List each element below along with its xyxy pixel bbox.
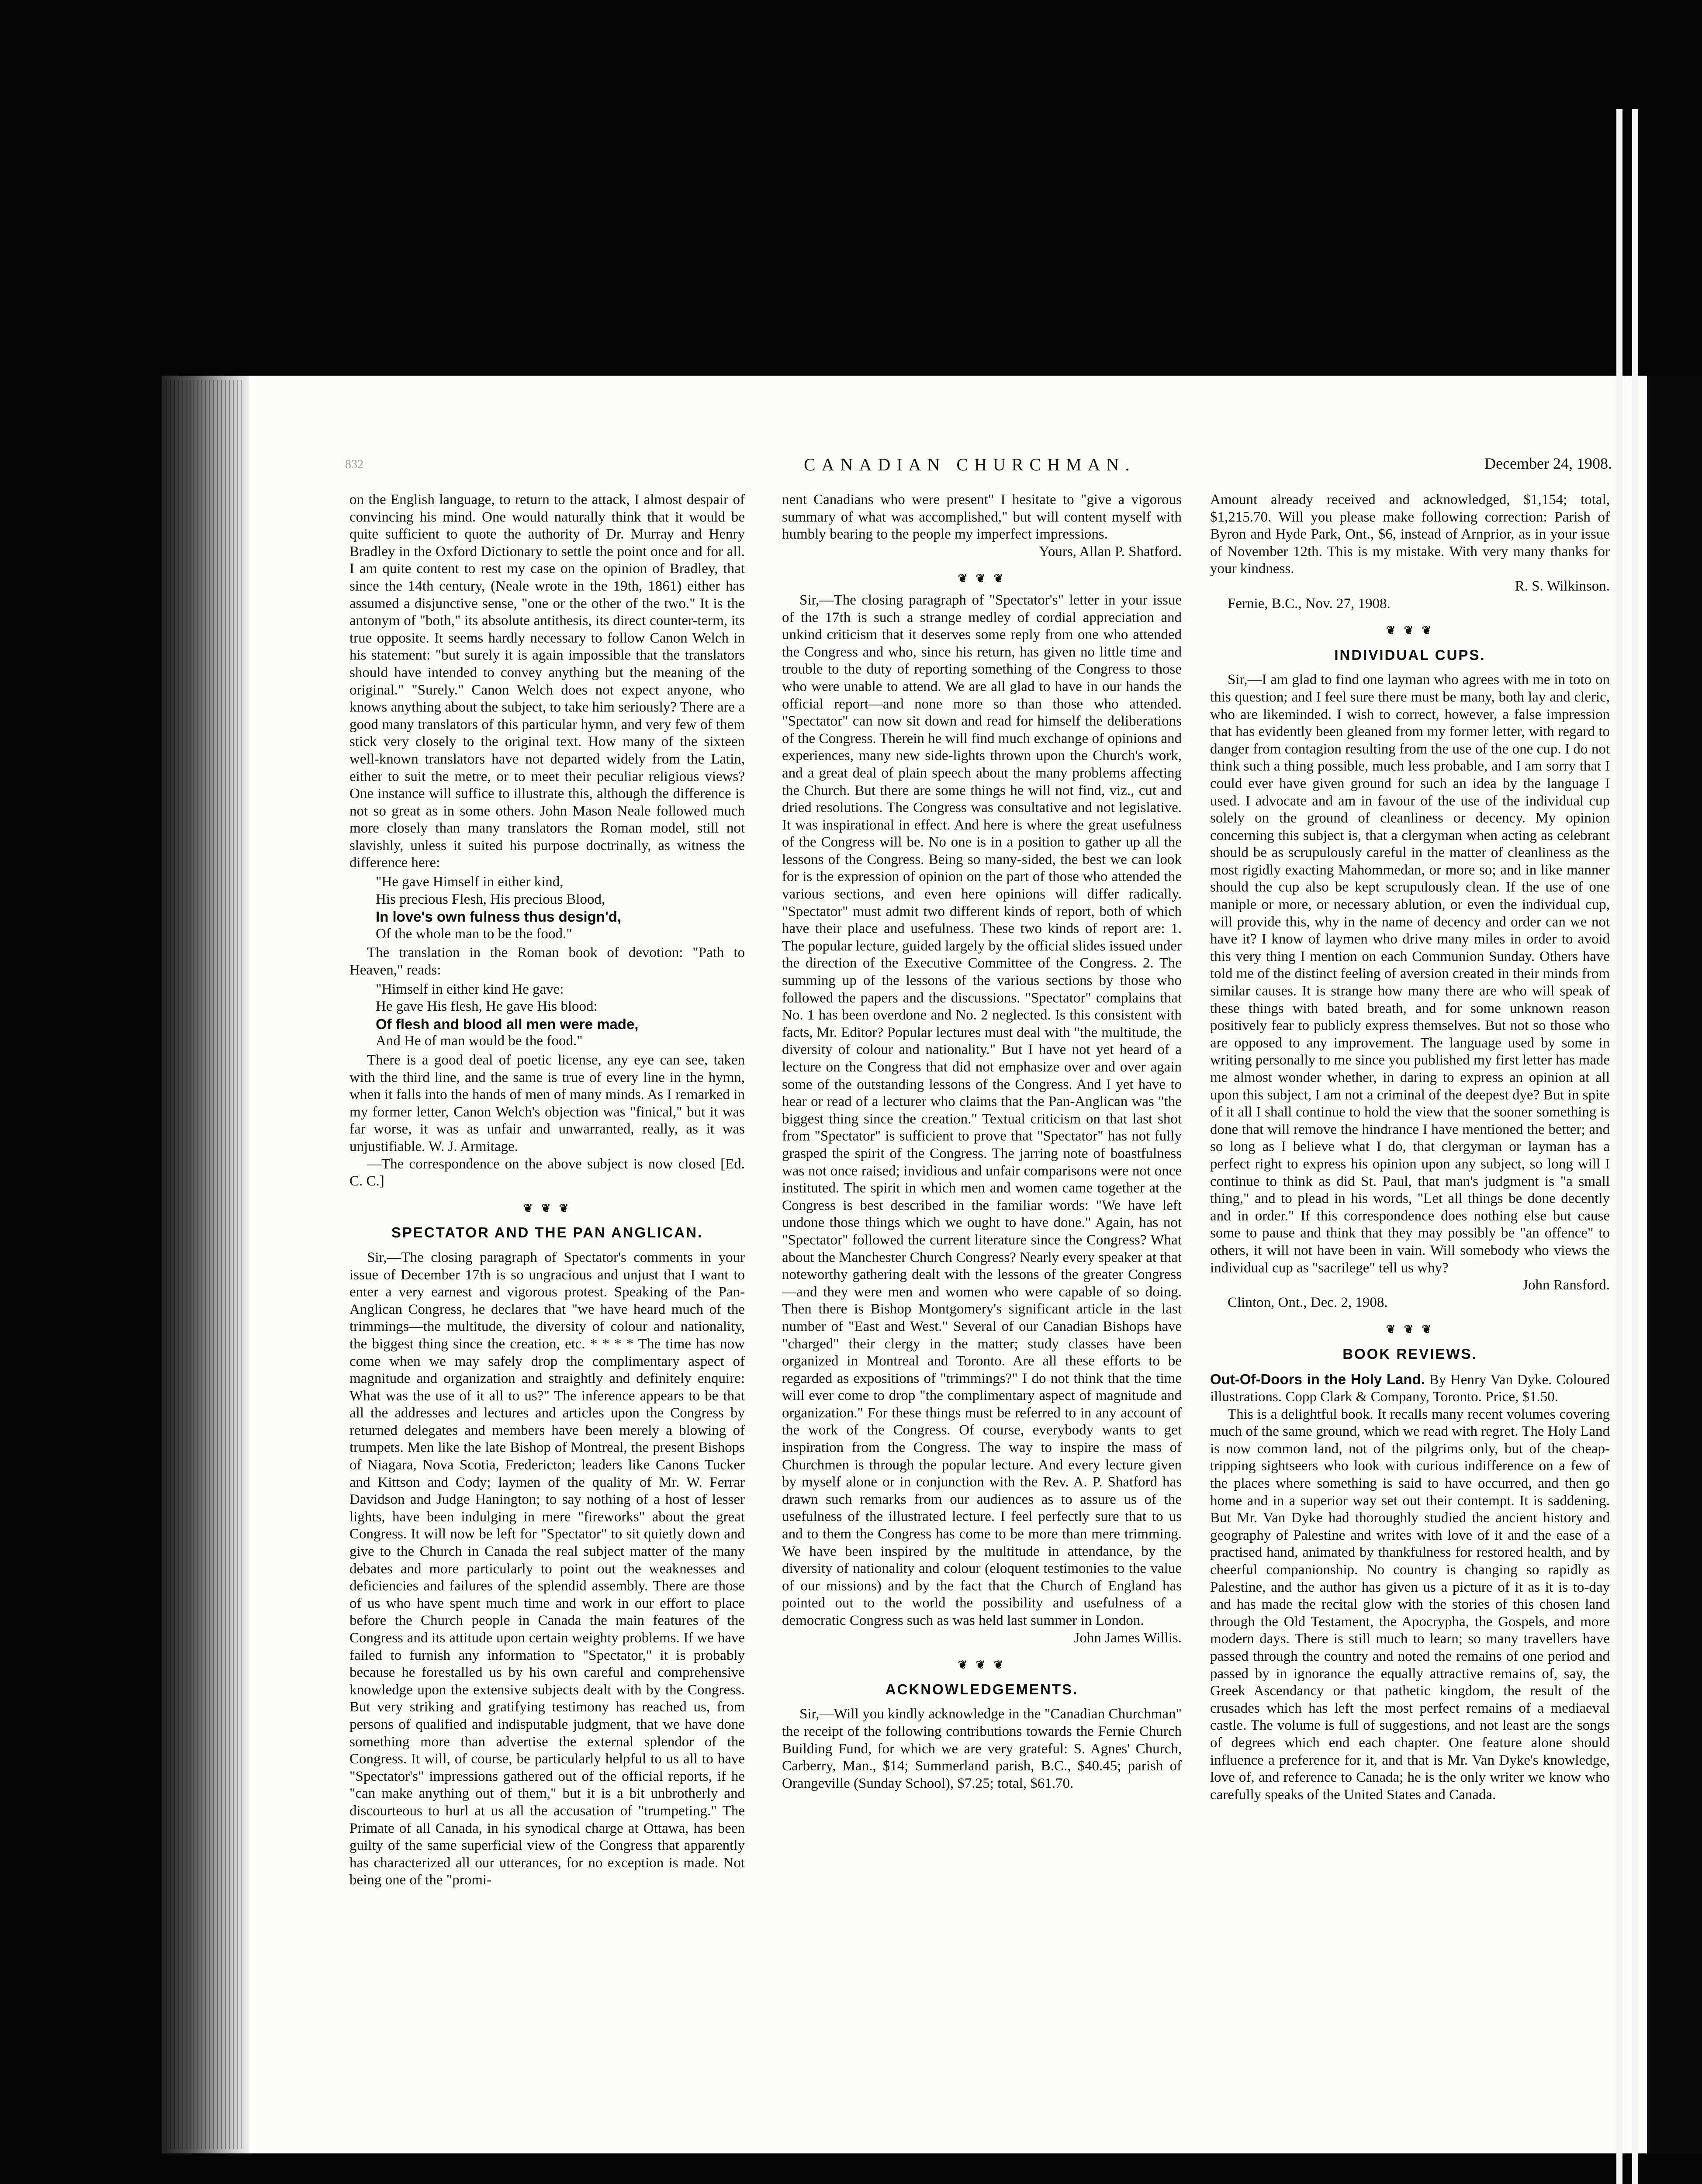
section-ornament: ❦ ❦ ❦ <box>1386 1323 1434 1336</box>
signature: Yours, Allan P. Shatford. <box>1039 543 1182 560</box>
verse-line: Of the whole man to be the food." <box>376 926 572 942</box>
book-entry <box>1210 1371 1610 1406</box>
letter-willis-body: Sir,—The closing paragraph of "Spectator's" letter in your issue of the 17th is such a strange medley of cordial appreciation and unkind criticism that it deserves some reply from one who attended the Congress and who, since his return, has given no little time and trouble to the duty of reporting something of the Congress to those who were unable to attend. We are all glad to have in our hands the official report—and none more so than those who attended. "Spectator" can now sit down and read for himself the deliberations of the Congress. Therein he will find much exchange of opinions and experiences, many new side-lights thrown upon the Church's work, and a great deal of plain speech about the many problems affecting the Church. But there are some things he will not find, viz., cut and dried resolutions. The Congress was consultative and not legislative. It was inspirational in effect. And here is where the great usefulness of the Congress will be. No one is in a position to gather up all the lessons of the Congress. Being so many-sided, the best we can look for is the expression of opinion on the part of those who attended the various sections, and even here opinions will differ radically. "Spectator" must admit two different kinds of report, both of which have their place and usefulness. These two kinds of report are: 1. The popular lecture, guided largely by the official slides issued under the direction of the Executive Committee of the Congress. 2. The summing up of the lessons of the various sections by those who followed the papers and the discussions. "Spectator" complains that No. 1 has been overdone and No. 2 neglected. Is this consistent with facts, Mr. Editor? Popular lectures must deal with "the multitude, the diversity of colour and nationality." But I have not yet heard of a lecture on the Congress that did not emphasize over and over again some of the outstanding lessons of the Congress. And I yet have to hear or read of a lecturer who claims that the Pan-Anglican was "the biggest thing since the creation." Textual criticism on that last shot from "Spectator" is sufficient to prove that "Spectator" has not fully grasped the spirit of the Congress. The jarring note of boastfulness was not once raised; invidious and unfair comparisons were not once instituted. The spirit in which men and women came together at the Congress is best described in the familiar words: "We have left undone those things which we ought to have done." Again, has not "Spectator" followed the current literature since the Congress? What about the Manchester Church Congress? Nearly every speaker at that noteworthy gathering dealt with the lessons of the greater Congress—and they were men and women who were capable of so doing. Then there is Bishop Montgomery's significant article in the last number of "East and West." Several of our Canadian Bishops have "charged" their clergy in the matter; study classes have been organized in Montreal and Toronto. Are all these efforts to be regarded as expositions of "trimmings?" I do not think that the time will ever come to drop "the complimentary aspect of magnitude and organization." For these things must be referred to in any account of the work of the Congress. Of course, everybody wants to get inspiration from the Congress. The way to inspire the mass of Churchmen is through the popular lecture. And every lecture given by myself alone or in conjunction with the Rev. A. P. Shatford has drawn such remarks from our audiences as to assure us of the usefulness of the illustrated lecture. I feel perfectly sure that to us and to them the Congress has come to be more than mere trimming. We have been inspired by the multitude in attendance, by the diversity of nationality and colour (eloquent testimonies to the value of our missions) and by the fact that the Church of England has pointed out to the world the possibility and usefulness of a democratic Congress such as was held last summer in London. <box>782 592 1182 1628</box>
scan-background-right <box>1647 376 1702 2153</box>
dateline: Fernie, B.C., Nov. 27, 1908. <box>1228 595 1391 612</box>
section-heading: ACKNOWLEDGEMENTS. <box>885 1681 1079 1697</box>
column-1 <box>349 491 745 1889</box>
scan-background-bottom <box>162 2153 1702 2184</box>
section-ornament: ❦ ❦ ❦ <box>958 1658 1006 1672</box>
paragraph: There is a good deal of poetic license, any eye can see, taken with the third line, and the same is true of every line in the hymn, when it falls into the hands of men of many minds. As I remarked in my former letter, Canon Welch's objection was "finical," but it was far worse, it was as unfair and unwarranted, really, as it was unjustifiable. W. J. Armitage. <box>349 1052 745 1154</box>
edge-bar <box>1632 109 1638 2184</box>
verse-line: His precious Flesh, His precious Blood, <box>376 891 605 907</box>
book-review-body: This is a delightful book. It recalls many recent volumes covering much of the same ground, which we read with regret. The Holy Land is now common land, not of the pilgrims only, but of the cheap-tripping sightseers who look with curious indifference on a few of the places where something is said to have occurred, and then go home and in a superior way set out their contempt. It is saddening. But Mr. Van Dyke had thoroughly studied the ancient history and geography of Palestine and writes with love of it and the ease of a practised hand, animated by thankfulness for restored health, and by cheerful companionship. No country is changing so rapidly as Palestine, and the author has given us a picture of it as it is to-day and has made the recital glow with the stories of this chosen land through the Old Testament, the Apocrypha, the Gospels, and more modern days. There is still much to learn; so many travellers have passed through the country and noted the remains of one period and passed by in ignorance the equally attractive remains of, say, the Greek Ascendancy or that pathetic kingdom, the result of the crusades which has left the most perfect remains of a mediaeval castle. The volume is full of suggestions, and not least are the songs of degrees which end each chapter. One feature alone should influence a preference for it, and that is Mr. Van Dyke's knowledge, love of, and reference to Canada; he is the only writer we know who carefully speaks of the United States and Canada. <box>1210 1406 1610 1803</box>
verse-line: In love's own fulness thus design'd, <box>376 909 622 925</box>
edge-bar <box>1616 109 1622 2184</box>
column-2 <box>782 491 1182 1792</box>
microfilm-edge-bars <box>1616 109 1643 2184</box>
verse-line: Of flesh and blood all men were made, <box>376 1016 639 1032</box>
signature: John James Willis. <box>1074 1630 1182 1646</box>
section-heading: INDIVIDUAL CUPS. <box>1334 646 1486 663</box>
letter-shatford-body: Sir,—The closing paragraph of Spectator's comments in your issue of December 17th is so ungracious and unjust that I want to enter a very earnest and vigorous protest. Speaking of the Pan-Anglican Congress, he declares that "we have heard much of the trimmings—the multitude, the diversity of colour and nationality, the biggest thing since the creation, etc. * * * * The time has now come when we may safely drop the complimentary aspect of magnitude and organization and straightly and definitely enquire: What was the use of it all to us?" The inference appears to be that all the addresses and lectures and articles upon the Congress by returned delegates and members have been merely a blowing of trumpets. Men like the late Bishop of Montreal, the present Bishops of Niagara, Nova Scotia, Fredericton; leaders like Canons Tucker and Kittson and Cody; laymen of the quality of Mr. W. Ferrar Davidson and Judge Hanington; to say nothing of a host of lesser lights, have been indulging in mere "fireworks" about the great Congress. It will now be left for "Spectator" to sit quietly down and give to the Church in Canada the real subject matter of the many debates and more particularly to point out the weaknesses and deficiencies and failures of the splendid assembly. There are those of us who have spent much time and work in our effort to place before the Church people in Canada the main features of the Congress and its attitude upon certain weighty problems. If we have failed to furnish any information to "Spectator," it is probably because he forestalled us by his own careful and comprehensive knowledge upon the extensive subjects dealt with by the Congress. But very striking and gratifying testimony has reached us, from persons of qualified and indisputable judgment, that we have done something more than advertise the external splendor of the Congress. It will, of course, be particularly helpful to us all to have "Spectator's" impressions gathered out of the official reports, if he "can make anything out of them," but it is a bit unbrotherly and discourteous to hurl at us all the accusation of "trumpeting." The Primate of all Canada, in his synodical charge at Ottawa, has been guilty of the same superficial view of the Congress that apparently has characterized all our utterances, for no exception is made. Not being one of the "promi- <box>349 1249 745 1888</box>
journal-title: CANADIAN CHURCHMAN. <box>804 455 1136 474</box>
verse-line: And He of man would be the food." <box>376 1033 583 1049</box>
hymn-verse-roman <box>376 981 745 1050</box>
section-ornament: ❦ ❦ ❦ <box>1386 624 1434 637</box>
verse-line: "He gave Himself in either kind, <box>376 874 564 890</box>
page-stack-edges <box>166 380 245 2149</box>
section-heading: BOOK REVIEWS. <box>1342 1345 1477 1362</box>
verse-line: "Himself in either kind He gave: <box>376 981 564 997</box>
book-title: Out-Of-Doors in the Holy Land. <box>1210 1371 1425 1387</box>
editor-note: —The correspondence on the above subject is now closed [Ed. C. C.] <box>349 1156 745 1189</box>
book-info: By Henry Van Dyke. Coloured illustrations. Copp Clark & Company, Toronto. Price, $1.50. <box>1210 1372 1610 1405</box>
signature: John Ransford. <box>1522 1277 1610 1293</box>
paragraph: Amount already received and acknowledged, $1,154; total, $1,215.70. Will you please make following correction: Parish of Byron and Hyde Park, Ont., $6, instead of Arnprior, as in your issue of November 12th. This is my mistake. With very many thanks for your kindness. <box>1210 492 1610 577</box>
paragraph: The translation in the Roman book of devotion: "Path to Heaven," reads: <box>349 945 745 978</box>
signature: R. S. Wilkinson. <box>1515 578 1610 594</box>
section-heading: SPECTATOR AND THE PAN ANGLICAN. <box>391 1224 703 1241</box>
paragraph: nent Canadians who were present" I hesitate to "give a vigorous summary of what was accomplished," but will content myself with humbly bearing to the people my imperfect impressions. <box>782 492 1182 543</box>
page-header <box>345 454 1612 485</box>
issue-date: December 24, 1908. <box>1484 455 1612 472</box>
column-3 <box>1210 491 1610 1804</box>
scan-background-top <box>0 0 1702 376</box>
letter-acknowledgements-body: Sir,—Will you kindly acknowledge in the "Canadian Churchman" the receipt of the following contributions towards the Fernie Church Building Fund, for which we are very grateful: S. Agnes' Church, Carberry, Man., $14; Summerland parish, B.C., $40.45; parish of Orangeville (Sunday School), $7.25; total, $61.70. <box>782 1706 1182 1791</box>
section-ornament: ❦ ❦ ❦ <box>958 572 1006 585</box>
letter-armitage-body: on the English language, to return to the attack, I almost despair of convincing his mind. One would naturally think that it would be quite sufficient to quote the authority of Dr. Murray and Henry Bradley in the Oxford Dictionary to settle the point once and for all. I am quite content to rest my case on the opinion of Bradley, that since the 14th century, (Neale wrote in the 19th, 1861) either has assumed a disjunctive sense, "one or the other of the two." It is the antonym of "both," its absolute antithesis, its direct counter-term, its true opposite. It seems hardly necessary to follow Canon Welch in his statement: "but surely it is again impossible that the translators should have intended to convey anything but the meaning of the original." "Surely." Canon Welch does not expect anyone, who knows anything about the subject, to take him seriously? There are a good many translators of this particular hymn, and very few of them stick very closely to the original text. How many of the sixteen well-known translators have not departed widely from the Latin, either to suit the metre, or to meet their peculiar religious views? One instance will suffice to illustrate this, although the difference is not so great as in some others. John Mason Neale followed much more closely than many translators the Roman model, still not slavishly, unless it suited his purpose doctrinally, as witness the difference here: <box>349 492 745 871</box>
verse-line: He gave His flesh, He gave His blood: <box>376 999 598 1015</box>
hymn-verse-neale <box>376 874 745 943</box>
scan-background-left <box>0 376 162 2184</box>
section-ornament: ❦ ❦ ❦ <box>523 1201 571 1215</box>
dateline: Clinton, Ont., Dec. 2, 1908. <box>1228 1294 1388 1310</box>
page-number: 832 <box>345 458 363 471</box>
letter-ransford-body: Sir,—I am glad to find one layman who agrees with me in toto on this question; and I feel sure there must be many, both lay and cleric, who are likeminded. I wish to correct, however, a false impression that has evidently been gleaned from my former letter, with regard to danger from contagion resulting from the use of the one cup. I do not think such a thing possible, much less probable, and I am sorry that I could ever have given ground for such an idea by the language I used. I advocate and am in favour of the use of the individual cup solely on the ground of cleanliness or decency. My opinion concerning this subject is, that a clergyman when acting as celebrant should be as scrupulously careful in the matter of cleanliness as the most rigidly exacting Mahommedan, or more so; and in like manner should the cup also be kept scrupulously clean. If the use of one maniple or more, or necessary ablution, or even the individual cup, will provide this, why in the name of decency and order can we not have it? I know of laymen who drive many miles in order to avoid this very thing I mention on each Communion Sunday. Others have told me of the distinct feeling of aversion created in their minds from similar causes. It is strange how many there are who will speak of these things with bated breath, and for some unknown reason positively fear to publicly express themselves. But not so those who are opposed to any improvement. The language used by some in writing personally to me since you published my first letter has made me almost wonder whether, in daring to express an opinion at all upon this subject, I am not a criminal of the deepest dye? But in spite of it all I shall continue to hold the view that the sooner something is done that will remove the hindrance I have mentioned the better; and so long as I believe what I do, that clergyman or layman has a perfect right to express his opinion upon any subject, so long will I continue to think as did St. Paul, that man's judgment is "a small thing," and to plead in his words, "Let all things be done decently and in order." If this correspondence does nothing else but cause some to pause and think that they may possibly be "an offence" to others, it will not have been in vain. Will somebody who views the individual cup as "sacrilege" tell us why? <box>1210 672 1610 1276</box>
